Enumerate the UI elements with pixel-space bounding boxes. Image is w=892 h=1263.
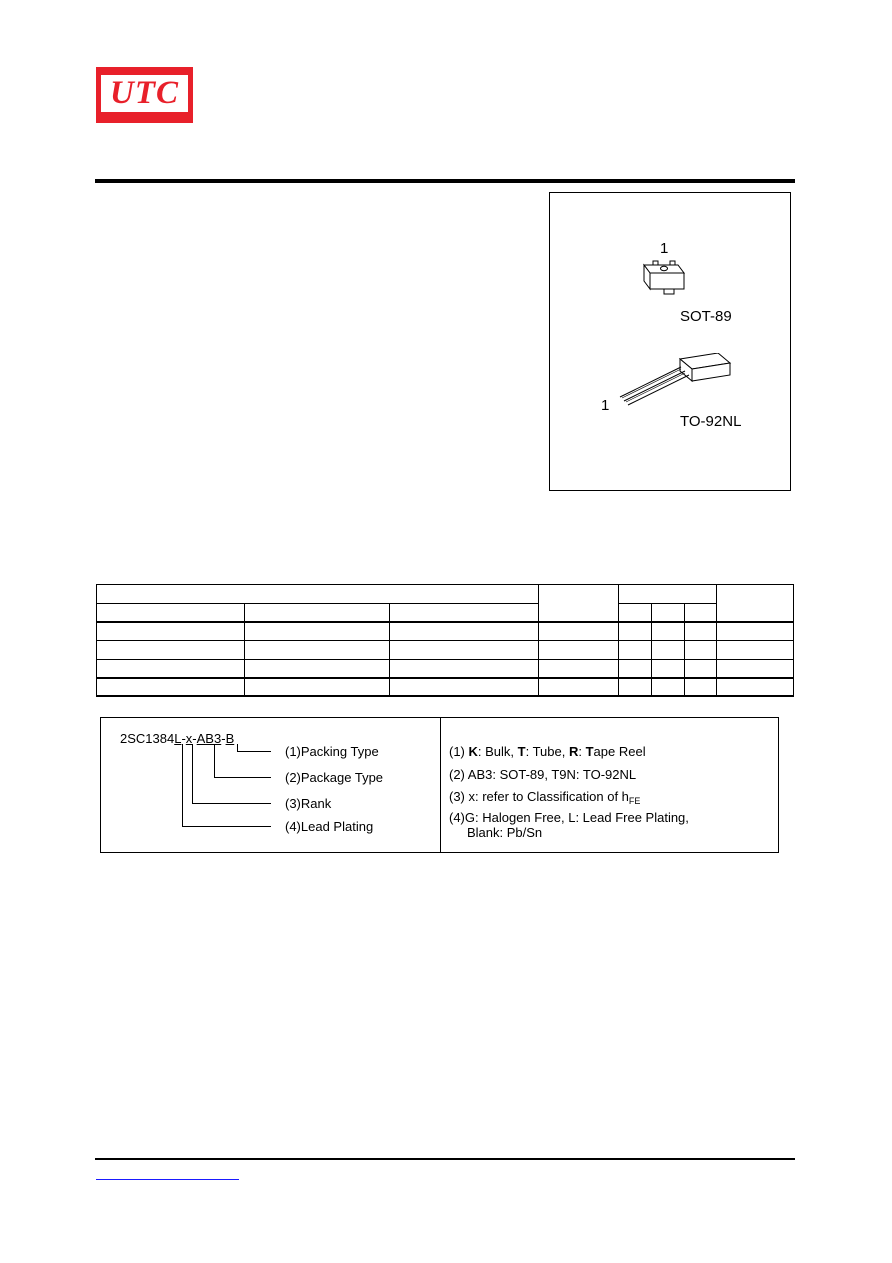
note-rank xyxy=(449,789,640,809)
part-number-rank: x xyxy=(185,731,193,746)
part-number-sep-1: - xyxy=(181,731,186,746)
note-lead-plating-blank: Blank: Pb/Sn xyxy=(467,825,543,840)
note-packing-r: R xyxy=(568,744,579,759)
website-link[interactable] xyxy=(96,1166,239,1180)
logo-inner xyxy=(101,75,188,112)
legend-rank: (3)Rank xyxy=(285,796,332,811)
note-packing xyxy=(449,744,646,759)
ordering-info-table xyxy=(96,584,794,697)
part-number-sep-3: - xyxy=(221,731,226,746)
to92nl-label: TO-92NL xyxy=(680,413,742,430)
logo-text: UTC xyxy=(110,75,179,111)
note-rank-text: (3) x: refer to Classification of h xyxy=(449,789,629,804)
note-packing-bulk: : Bulk, xyxy=(477,744,518,759)
part-numbering-box xyxy=(100,717,779,853)
sot89-label: SOT-89 xyxy=(680,308,732,325)
legend-packing-type: (1)Packing Type xyxy=(285,744,379,759)
legend-lead-plating: (4)Lead Plating xyxy=(285,819,374,834)
to92nl-package-icon xyxy=(614,353,736,415)
part-number-connectors xyxy=(101,718,301,838)
package-box xyxy=(549,192,791,491)
header-rule xyxy=(95,179,795,183)
part-number-lead-plating: L xyxy=(174,731,182,746)
part-numbering-divider xyxy=(440,718,441,852)
note-package: (2) AB3: SOT-89, T9N: TO-92NL xyxy=(449,767,637,782)
note-packing-prefix: (1) xyxy=(449,744,469,759)
note-packing-tube: : Tube, xyxy=(525,744,569,759)
footer-rule xyxy=(95,1158,795,1160)
to92nl-pin-label: 1 xyxy=(601,397,610,414)
note-lead-plating: (4)G: Halogen Free, L: Lead Free Plating, xyxy=(449,810,689,825)
note-packing-k: K xyxy=(468,744,478,759)
note-packing-t: T xyxy=(517,744,526,759)
part-number-prefix: 2SC1384 xyxy=(120,731,175,746)
sot89-package-icon xyxy=(638,255,690,297)
part-number-sep-2: - xyxy=(192,731,197,746)
note-rank-subscript: FE xyxy=(628,796,641,806)
note-packing-tape: ape Reel xyxy=(593,744,646,759)
part-number-packing: B xyxy=(225,731,235,746)
utc-logo xyxy=(96,67,193,123)
note-packing-colon: : xyxy=(578,744,586,759)
sot89-pin-label: 1 xyxy=(660,240,669,257)
part-number-package: AB3 xyxy=(196,731,222,746)
ordering-table-grid xyxy=(96,584,794,697)
note-packing-t2: T xyxy=(585,744,594,759)
legend-package-type: (2)Package Type xyxy=(285,770,384,785)
